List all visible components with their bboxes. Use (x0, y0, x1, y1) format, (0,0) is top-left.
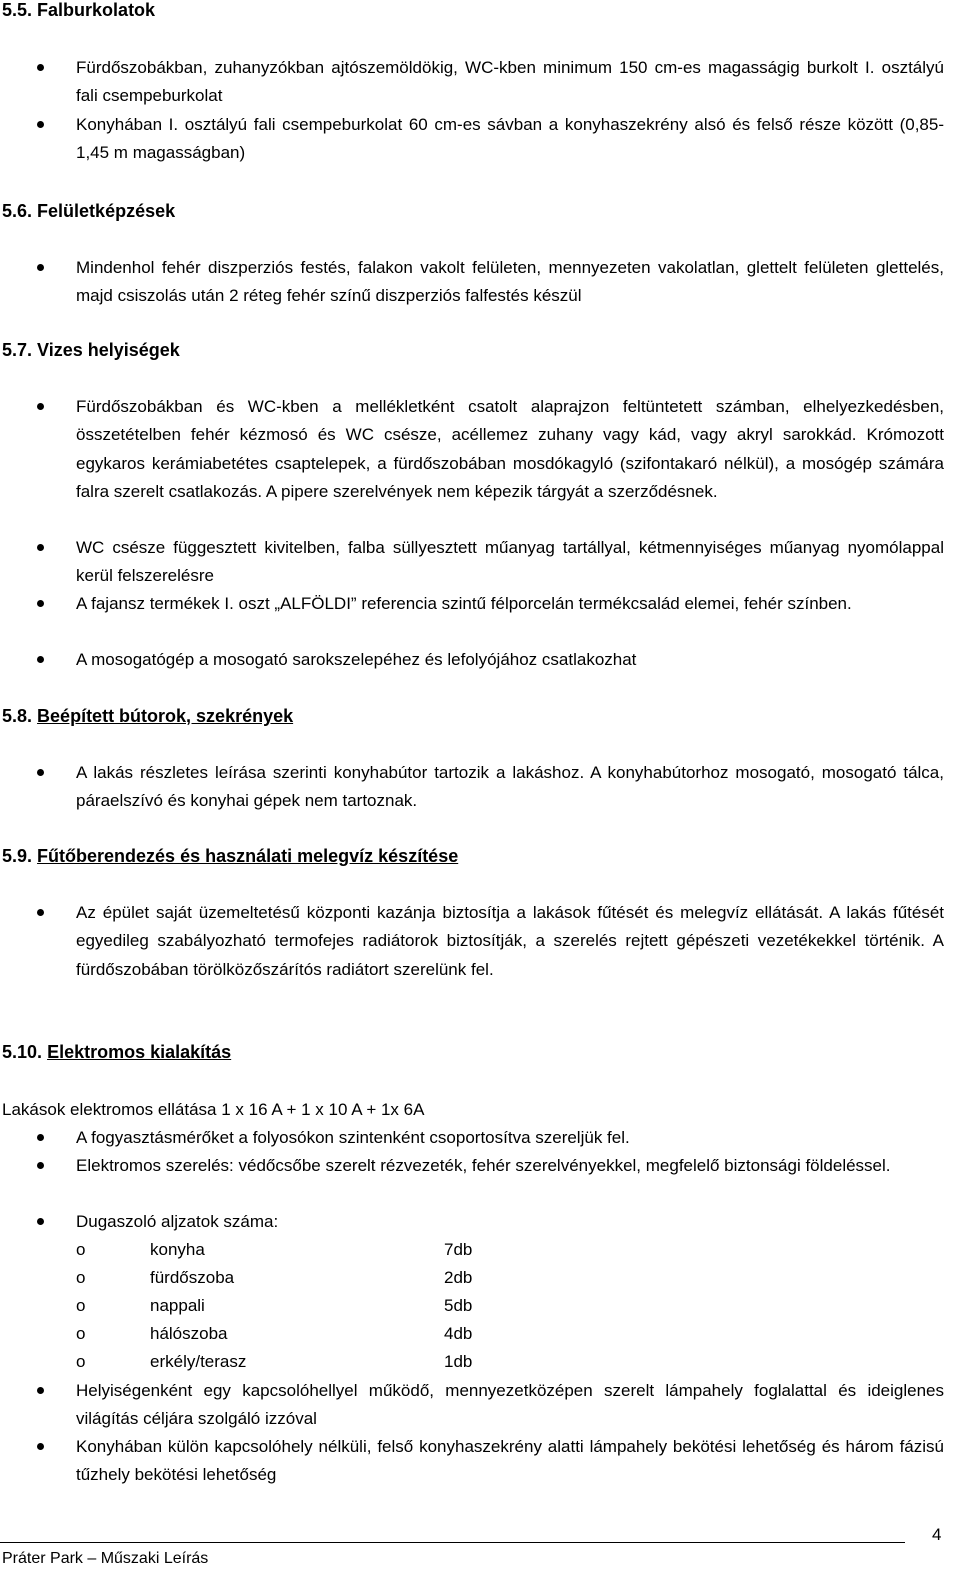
sub-bullet-marker: o (76, 1296, 86, 1315)
socket-room: fürdőszoba (150, 1268, 235, 1287)
footer-text: Práter Park – Műszaki Leírás (2, 1550, 209, 1567)
bullet-icon (37, 600, 44, 607)
socket-room: hálószoba (150, 1324, 228, 1343)
list-item-text: Helyiségenként egy kapcsolóhellyel működő, mennyezetközépen szerelt lámpahely foglalattal és ideiglenes világítás céljára szolgáló izzóval (76, 1381, 944, 1429)
list-item-text: A mosogatógép a mosogató sarokszelepéhez és lefolyójához csatlakozhat (76, 650, 637, 669)
socket-count: 4db (444, 1324, 473, 1343)
section-title: Felületképzések (37, 201, 176, 221)
bullet-icon (37, 656, 44, 663)
list-item-text: Fürdőszobákban, zuhanyzókban ajtószemöldökig, WC-kben minimum 150 cm-es magasságig burkolt I. osztályú fali csempeburkolat (76, 58, 944, 106)
section-title: Fűtőberendezés és használati melegvíz készítése (37, 846, 459, 866)
list-item-text: Fürdőszobákban és WC-kben a mellékletként csatolt alaprajzon feltüntetett számban, elhelyezkedésben, összetételben fehér kézmosó és WC csésze, acéllemez zuhany vagy kád, vagy akryl sarokkád. Krómozott egykaros kerámiabetétes csaptelepek, a fürdőszobában mosdókagyló (szifontakaró nélkül), a mosógép számára falra szerelt csatlakozás. A pipere szerelvények nem képezik tárgyát a szerződésnek. (76, 397, 944, 501)
section-number: 5.9. (2, 846, 33, 866)
sub-bullet-marker: o (76, 1268, 86, 1287)
socket-count: 7db (444, 1240, 473, 1259)
list-item-text: A lakás részletes leírása szerinti konyhabútor tartozik a lakáshoz. A konyhabútorhoz mosogató, mosogató tálca, páraelszívó és konyhai gépek nem tartoznak. (76, 763, 944, 811)
socket-room: erkély/terasz (150, 1352, 247, 1371)
list-item-text: Elektromos szerelés: védőcsőbe szerelt rézvezeték, fehér szerelvényekkel, megfelelő biztonsági földeléssel. (76, 1156, 891, 1175)
sub-bullet-marker: o (76, 1352, 86, 1371)
socket-count: 1db (444, 1352, 473, 1371)
section-heading-5-5 (2, 0, 155, 22)
socket-row (0, 1236, 960, 1264)
section-title: Elektromos kialakítás (47, 1042, 232, 1062)
bullet-icon (37, 403, 44, 410)
bullet-icon (37, 64, 44, 71)
section-number: 5.8. (2, 706, 33, 726)
bullet-icon (37, 1443, 44, 1450)
section-number: 5.6. (2, 201, 33, 221)
section-title: Beépített bútorok, szekrények (37, 706, 294, 726)
bullet-icon (37, 264, 44, 271)
sub-bullet-marker: o (76, 1324, 86, 1343)
page-number: 4 (932, 1525, 942, 1544)
bullet-icon (37, 1162, 44, 1169)
bullet-icon (37, 121, 44, 128)
section-heading-5-7 (2, 338, 180, 362)
section-number: 5.7. (2, 340, 33, 360)
footer-divider (0, 1542, 905, 1543)
section-heading-5-9 (2, 844, 458, 868)
section-title: Falburkolatok (37, 0, 156, 20)
socket-room: konyha (150, 1240, 205, 1259)
bullet-icon (37, 1134, 44, 1141)
socket-row (0, 1292, 960, 1320)
section-number: 5.5. (2, 0, 33, 20)
section-title: Vizes helyiségek (37, 340, 180, 360)
list-item-text: A fogyasztásmérőket a folyosókon szintenként csoportosítva szereljük fel. (76, 1128, 630, 1147)
section-heading-5-10 (2, 1040, 231, 1064)
list-item-text: Mindenhol fehér diszperziós festés, falakon vakolt felületen, mennyezeten vakolatlan, glettelt felületen glettelés, majd csiszolás után 2 réteg fehér színű diszperziós falfestés készül (76, 258, 944, 306)
socket-room: nappali (150, 1296, 205, 1315)
socket-row (0, 1264, 960, 1292)
bullet-icon (37, 909, 44, 916)
socket-count: 2db (444, 1268, 473, 1287)
list-item-text: Dugaszoló aljzatok száma: (76, 1212, 279, 1231)
bullet-icon (37, 1387, 44, 1394)
section-heading-5-6 (2, 199, 175, 223)
list-item-text: WC csésze függesztett kivitelben, falba süllyesztett műanyag tartállyal, kétmennyiséges műanyag nyomólappal kerül felszerelésre (76, 538, 944, 586)
section-heading-5-8 (2, 704, 293, 728)
bullet-icon (37, 1218, 44, 1225)
bullet-icon (37, 769, 44, 776)
list-item-text: A fajansz termékek I. oszt „ALFÖLDI” referencia szintű félporcelán termékcsalád elemei, fehér színben. (76, 594, 852, 613)
socket-row (0, 1320, 960, 1348)
list-item-text: Az épület saját üzemeltetésű központi kazánja biztosítja a lakások fűtését és melegvíz ellátását. A lakás fűtését egyedileg szabályozható termofejes radiátorok biztosítják, a szerelés rejtett gépészeti vezetékekkel történik. A fürdőszobában törölközőszárítós radiátort szerelünk fel. (76, 903, 944, 979)
electric-supply-intro: Lakások elektromos ellátása 1 x 16 A + 1 x 10 A + 1x 6A (2, 1100, 425, 1119)
bullet-icon (37, 544, 44, 551)
list-item-text: Konyhában külön kapcsolóhely nélküli, felső konyhaszekrény alatti lámpahely bekötési lehetőség és három fázisú tűzhely bekötési lehetőség (76, 1437, 944, 1485)
socket-count: 5db (444, 1296, 473, 1315)
sub-bullet-marker: o (76, 1240, 86, 1259)
socket-row (0, 1348, 960, 1376)
list-item-text: Konyhában I. osztályú fali csempeburkolat 60 cm-es sávban a konyhaszekrény alsó és felső része között (0,85-1,45 m magasságban) (76, 115, 944, 163)
section-number: 5.10. (2, 1042, 43, 1062)
